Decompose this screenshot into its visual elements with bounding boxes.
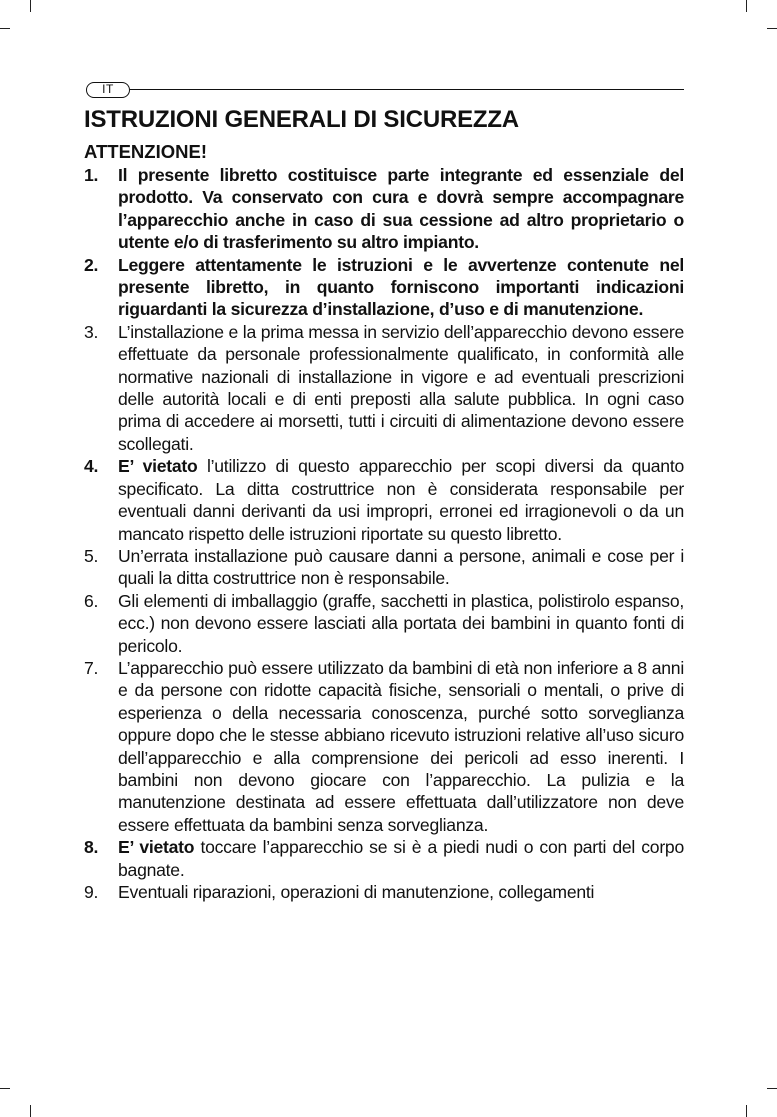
item-number: 6. xyxy=(84,590,99,611)
item-number: 2. xyxy=(84,254,99,275)
list-item xyxy=(84,881,684,903)
crop-mark-top-left xyxy=(30,0,31,12)
language-tag: IT xyxy=(86,82,130,98)
item-number: 7. xyxy=(84,657,99,678)
crop-mark-bottom-right xyxy=(746,1105,747,1117)
list-item xyxy=(84,455,684,545)
item-lead: E’ vietato xyxy=(118,837,195,858)
item-number: 9. xyxy=(84,882,99,902)
item-number: 3. xyxy=(84,321,99,342)
list-item xyxy=(84,657,684,836)
list-item xyxy=(84,254,684,321)
list-item xyxy=(84,590,684,657)
crop-mark-right-top xyxy=(767,28,777,29)
list-item xyxy=(84,321,684,455)
item-text: L’installazione e la prima messa in servizio dell’apparecchio devono essere effettuate da personale professionalmente qualificato, in conformità alle normative nazionali di installazione in vigore e ad eventuali prescrizioni delle autorità locali e di enti preposti alla salute pubblica. In ogni caso prima di accedere ai morsetti, tutti i circuiti di alimentazione devono essere scollegati. xyxy=(118,321,684,454)
crop-mark-left-top xyxy=(0,28,10,29)
list-item xyxy=(84,164,684,254)
header-rule xyxy=(130,89,684,90)
list-item xyxy=(84,836,684,881)
crop-mark-bottom-left xyxy=(30,1105,31,1117)
item-text: Gli elementi di imballaggio (graffe, sacchetti in plastica, polistirolo espanso, ecc.) non devono essere lasciati alla portata dei bambini in quanto fonti di pericolo. xyxy=(118,590,684,656)
item-text: L’apparecchio può essere utilizzato da bambini di età non inferiore a 8 anni e da persone con ridotte capacità fisiche, sensoriali o mentali, o prive di esperienza o della necessaria conoscenza, purché sotto sorveglianza oppure dopo che le stesse abbiano ricevuto istruzioni relative all’uso sicuro dell’apparecchio e alla comprensione dei pericoli ad esso inerenti. I bambini non devono giocare con l’apparecchio. La pulizia e la manutenzione destinata ad essere effettuata dall’utilizzatore non deve essere effettuata da bambini senza sorveglianza. xyxy=(118,657,684,835)
crop-mark-top-right xyxy=(746,0,747,12)
item-text: Eventuali riparazioni, operazioni di manutenzione, collegamenti xyxy=(118,882,595,902)
item-number: 8. xyxy=(84,837,99,858)
page-title: ISTRUZIONI GENERALI DI SICUREZZA xyxy=(84,106,519,133)
warning-heading: ATTENZIONE! xyxy=(84,141,207,162)
item-text: Leggere attentamente le istruzioni e le avvertenze contenute nel presente libretto, in quanto forniscono importanti indicazioni riguardanti la sicurezza d’installazione, d’uso e di manutenzione. xyxy=(118,254,684,320)
item-text: l’utilizzo di questo apparecchio per scopi diversi da quanto specificato. La ditta costruttrice non è considerata responsabile per eventuali danni derivanti da usi impropri, erronei ed irragionevoli o da un mancato rispetto delle istruzioni riportate su questo libretto. xyxy=(118,456,684,544)
crop-mark-right-bottom xyxy=(767,1088,777,1089)
safety-instructions-list xyxy=(84,164,684,903)
list-item xyxy=(84,545,684,590)
item-number: 5. xyxy=(84,545,99,566)
item-text: toccare l’apparecchio se si è a piedi nudi o con parti del corpo bagnate. xyxy=(118,837,684,880)
item-number: 4. xyxy=(84,456,99,477)
item-text: Un’errata installazione può causare danni a persone, animali e cose per i quali la ditta costruttrice non è responsabile. xyxy=(118,545,684,589)
crop-mark-left-bottom xyxy=(0,1088,10,1089)
item-lead: E’ vietato xyxy=(118,456,198,477)
item-text: Il presente libretto costituisce parte integrante ed essenziale del prodotto. Va conservato con cura e dovrà sempre accompagnare l’apparecchio anche in caso di sua cessione ad altro proprietario o utente e/o di trasferimento su altro impianto. xyxy=(118,165,684,253)
item-number: 1. xyxy=(84,165,99,185)
